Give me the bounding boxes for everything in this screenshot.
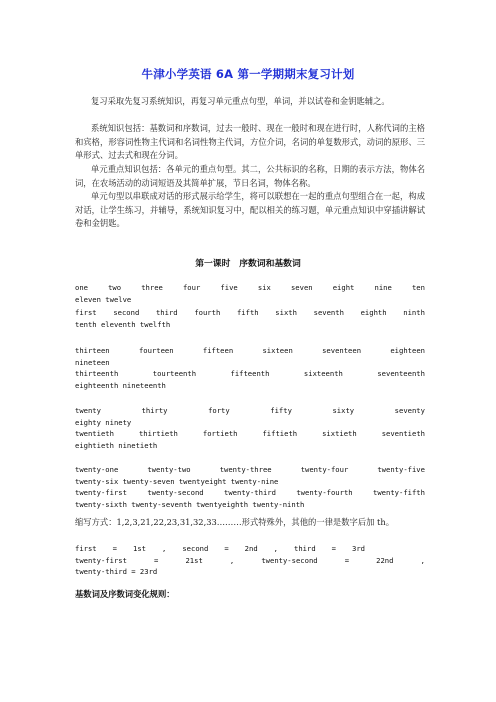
word: twenty-four (300, 465, 349, 474)
intro-paragraph-4: 单元句型以串联成对话的形式展示给学生，将可以联想在一起的重点句型组合在一起，构成对话，让学生练习，并辅导，系统知识复习中，配以相关的练习题，单元重点知识中穿插讲解试卷和金钥匙。 (75, 191, 425, 228)
word: twenty-first (75, 488, 127, 497)
word-row (75, 428, 425, 440)
word: seventh (313, 308, 344, 317)
word-row-continuation: nineteen (75, 357, 110, 367)
teens-block (75, 345, 425, 391)
word-row-continuation: eleven twelve (75, 294, 132, 304)
word: three (141, 283, 163, 292)
word: twenty-two (147, 465, 191, 474)
word: one (75, 283, 88, 292)
word-row-continuation: eighty ninety (75, 417, 132, 427)
word: 1st (133, 544, 146, 553)
word: twenty-fourth (296, 488, 353, 497)
word: first (75, 544, 97, 553)
word: seven (290, 283, 313, 292)
word: two (108, 283, 122, 292)
word: twenty-fifth (373, 488, 425, 497)
word: eight (332, 283, 355, 292)
word: tourteenth (152, 369, 197, 378)
word: 21st (185, 555, 203, 565)
word: fifth (236, 308, 259, 317)
word: seventieth (381, 429, 425, 438)
word: thirteen (75, 346, 110, 355)
word-row-continuation: twenty-six twenty-seven twentyeight twenty-nine (75, 476, 279, 486)
word: third (155, 308, 178, 317)
word-row-continuation: twenty-sixth twenty-seventh twentyeighth twenty-ninth (75, 499, 305, 509)
word: fifty (270, 406, 292, 415)
word: twentieth (75, 429, 114, 438)
word: thirtieth (138, 429, 178, 438)
word: twenty (75, 406, 101, 415)
word: second (182, 544, 209, 553)
rules-heading: 基数词及序数词变化规则： (75, 589, 175, 599)
word-row-continuation: eightieth ninetieth (75, 440, 158, 450)
word: third (294, 544, 316, 553)
word: eighth (360, 308, 387, 317)
word: 22nd (376, 555, 394, 565)
word: seventy (394, 406, 425, 415)
word: thirteenth (75, 369, 119, 378)
word: 2nd (244, 544, 258, 553)
word: nine (374, 283, 392, 292)
word: eighteen (390, 346, 425, 355)
word-row (75, 345, 425, 357)
word: twenty-third (224, 488, 276, 497)
word: second (113, 308, 140, 317)
tens-block (75, 405, 425, 451)
word: first (75, 308, 97, 317)
word: fiftieth (262, 429, 298, 438)
word: sixteen (262, 346, 293, 355)
abbreviation-row (75, 543, 365, 555)
word-row (75, 405, 425, 417)
word: ninth (403, 308, 425, 317)
word: sixtieth (322, 429, 357, 438)
word-row (75, 464, 425, 476)
ordinal-block-1 (75, 307, 425, 330)
word: fifteenth (230, 369, 270, 378)
word: , (162, 544, 167, 553)
abbreviation-note: 缩写方式：1,2,3,21,22,23,31,32,33………形式特殊外，其他的一律是数字后加 th。 (75, 517, 395, 527)
word: fifteen (202, 346, 234, 355)
word: twenty-second (261, 555, 318, 565)
intro-paragraph-2: 系统知识包括：基数词和序数词，过去一般时、现在一般时和现在进行时，人称代词的主格和宾格，形容词性物主代词和名词性物主代词，方位介词，名词的单复数形式，动词的原形、三单形式、过去式和现在分词。 (75, 123, 425, 160)
word: five (220, 283, 238, 292)
document-title: 牛津小学英语 6A 第一学期期末复习计划 (141, 67, 355, 81)
word: seventeen (322, 346, 362, 355)
intro-paragraph-3: 单元重点知识包括：各单元的重点句型。其二，公共标识的名称，日期的表示方法，物体名词，在农场活动的动词短语及其简单扩展，节日名词，物体名称。 (75, 164, 425, 188)
word: twenty-second (147, 488, 204, 497)
intro-paragraph-1: 复习采取先复习系统知识，再复习单元重点句型，单词，并以试卷和金钥匙辅之。 (91, 96, 390, 106)
word: sixty (332, 406, 355, 415)
abbreviation-row: twenty-third = 23rd (75, 567, 158, 576)
word: ten (411, 283, 425, 292)
word: forty (208, 406, 230, 415)
word: sixth (275, 308, 297, 317)
word-row (75, 487, 425, 499)
cardinal-block-1 (75, 282, 425, 305)
word: = (331, 544, 336, 553)
word: twenty-five (377, 465, 425, 474)
word-row (75, 307, 425, 319)
word: six (257, 283, 271, 292)
word: thirty (141, 406, 168, 415)
abbreviation-row (75, 555, 425, 567)
word: sixteenth (303, 369, 343, 378)
abbreviation-examples (75, 543, 425, 578)
word: fortieth (202, 429, 238, 438)
word: fourth (194, 308, 221, 317)
word: = (154, 555, 159, 565)
word-row-continuation: tenth eleventh twelfth (75, 319, 171, 329)
word: , (273, 544, 278, 553)
word: four (182, 283, 201, 292)
word-row (75, 368, 425, 380)
word: = (344, 555, 350, 565)
word: fourteen (138, 346, 174, 355)
word-row-continuation: eighteenth nineteenth (75, 380, 166, 390)
word: twenty-three (219, 465, 272, 474)
twenties-block (75, 464, 425, 510)
word: = (112, 544, 117, 553)
word: , (420, 555, 425, 565)
word-row (75, 282, 425, 294)
word: , (229, 555, 235, 565)
word: seventeenth (377, 369, 425, 378)
lesson-1-heading: 第一课时 序数词和基数词 (195, 259, 301, 269)
word: twenty-one (75, 465, 119, 474)
word: = (224, 544, 229, 553)
word: 3rd (352, 544, 365, 553)
word: twenty-first (75, 555, 127, 565)
